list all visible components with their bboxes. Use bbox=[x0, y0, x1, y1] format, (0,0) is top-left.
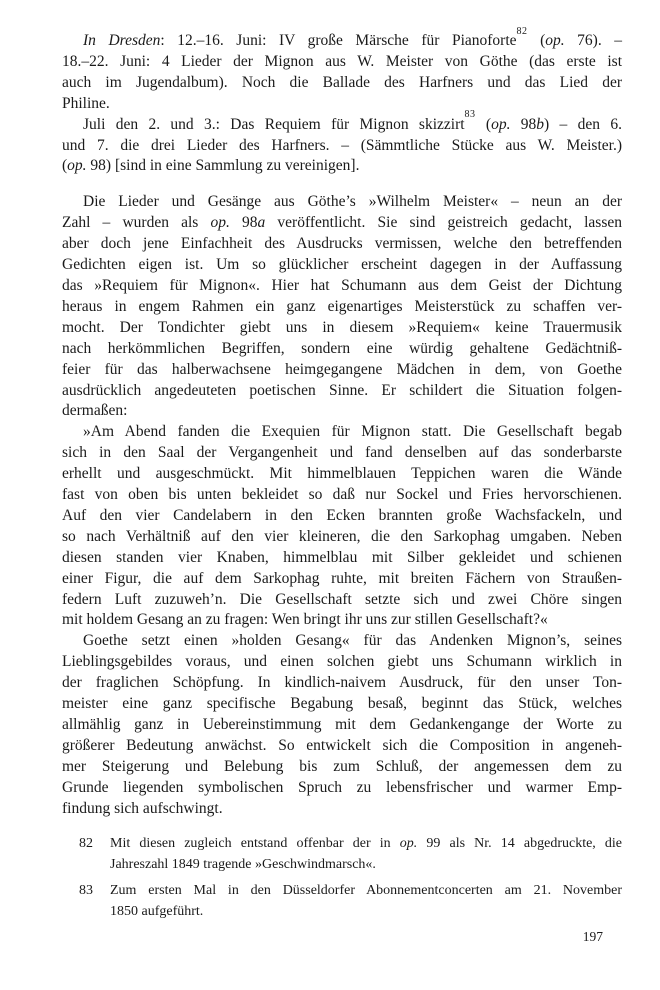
text-run: fast von oben bis unten bekleidet so daß nur Sockel und Fries hervorschienen. bbox=[62, 486, 622, 504]
text-line bbox=[62, 715, 622, 736]
text-run: 18.–22. Juni: 4 Lieder der Mignon aus W. Meister von Göthe (das erste ist bbox=[62, 52, 622, 70]
text-run: 98 bbox=[229, 214, 258, 232]
text-run: veröffentlicht. Sie sind geistreich gedacht, lassen bbox=[265, 214, 622, 232]
text-run: und 7. die drei Lieder des Harfners. – (Sämmtliche Stücke aus W. Meister.) bbox=[62, 136, 622, 154]
text-run: dermaßen: bbox=[62, 402, 128, 420]
paragraph bbox=[62, 422, 622, 631]
text-line bbox=[62, 673, 622, 694]
text-line bbox=[62, 109, 623, 136]
text-run: 98) [sind in eine Sammlung zu vereinigen]. bbox=[86, 157, 360, 175]
text-line bbox=[62, 778, 622, 799]
text-line bbox=[62, 25, 622, 52]
text-line bbox=[62, 73, 622, 94]
text-run: : 12.–16. Juni: IV große Märsche für Pianoforte bbox=[160, 32, 517, 49]
text-run: auch im Jugendalbum). Noch die Ballade des Harfners und das Lied der bbox=[62, 73, 622, 91]
text-line bbox=[62, 318, 622, 339]
text-run: Zum ersten Mal in den Düsseldorfer Abonnementconcerten am 21. November bbox=[110, 883, 622, 898]
text-run: Gedichten eigen ist. Um so glücklicher erscheint dagegen in der Auffassung bbox=[62, 256, 622, 274]
footnote bbox=[62, 880, 622, 922]
text-line bbox=[62, 94, 622, 115]
italic-text: a bbox=[257, 214, 266, 232]
text-run: der fraglichen Schöpfung. In kindlich-naivem Ausdruck, für den unser Ton- bbox=[62, 674, 622, 692]
text-line bbox=[62, 213, 622, 234]
text-line bbox=[62, 631, 622, 652]
footnotes-section bbox=[62, 833, 622, 927]
text-run: erhellt und ausgeschmückt. Mit himmelblauen Teppichen waren die Wände bbox=[62, 465, 622, 483]
text-run: Zahl – wurden als bbox=[62, 214, 211, 232]
footnote-number: 82 bbox=[79, 836, 93, 851]
footnote-text bbox=[110, 833, 622, 875]
text-line bbox=[62, 569, 622, 590]
italic-text: In Dresden bbox=[83, 32, 161, 49]
paragraph bbox=[62, 631, 622, 819]
text-line bbox=[62, 136, 622, 157]
italic-text: op. bbox=[210, 214, 230, 232]
paragraph bbox=[62, 109, 623, 178]
text-line bbox=[62, 339, 622, 360]
text-line bbox=[62, 548, 622, 569]
text-line bbox=[62, 736, 622, 757]
text-run: diesen standen vier Knaben, himmelblau mit Silber gekleidet und schienen bbox=[62, 548, 622, 566]
text-line bbox=[62, 234, 622, 255]
text-run: Lieblingsgebildes voraus, und einen solchen giebt uns Schumann wirklich in bbox=[62, 653, 622, 671]
footnote bbox=[62, 833, 622, 875]
text-line bbox=[62, 360, 622, 381]
main-text-block bbox=[62, 25, 623, 820]
text-line bbox=[62, 694, 622, 715]
footnote-line bbox=[110, 901, 622, 922]
text-run: 1850 aufgeführt. bbox=[110, 904, 204, 919]
text-run: 99 als Nr. 14 abgedruckte, die bbox=[417, 836, 623, 851]
text-run: ) – den 6. bbox=[544, 115, 623, 133]
text-line bbox=[62, 652, 622, 673]
text-line bbox=[62, 297, 622, 318]
text-line bbox=[62, 485, 622, 506]
text-run: Goethe setzt einen »holden Gesang« für das Andenken Mignon’s, seines bbox=[83, 632, 622, 650]
paragraph bbox=[62, 25, 622, 115]
footnote-line bbox=[110, 854, 622, 875]
text-run: so nach Verhältniß auf den vier kleineren, die den Sarkophag umgaben. Neben bbox=[62, 527, 622, 545]
text-run: ( bbox=[527, 32, 546, 49]
text-run: das »Requiem für Mignon«. Hier hat Schumann aus dem Geist der Dichtung bbox=[62, 276, 622, 294]
text-run: 76). – bbox=[564, 32, 622, 49]
text-run: meister eine ganz specifische Begabung besaß, beginnt das Stück, welches bbox=[62, 695, 622, 713]
italic-text: b bbox=[536, 115, 545, 133]
text-line bbox=[62, 276, 622, 297]
text-run: 98 bbox=[510, 115, 537, 133]
text-run: findung sich aufschwingt. bbox=[62, 799, 223, 817]
text-run: nach herkömmlichen Begriffen, sondern eine würdig gehaltene Gedächtniß- bbox=[62, 339, 622, 357]
text-line bbox=[62, 506, 622, 527]
text-line bbox=[62, 799, 622, 820]
text-run: Philine. bbox=[62, 94, 110, 112]
text-run: Juli den 2. und 3.: Das Requiem für Mignon skizzirt bbox=[83, 115, 465, 133]
text-line bbox=[62, 443, 622, 464]
text-line bbox=[62, 527, 622, 548]
text-run: aber doch jene Einfachheit des Ausdrucks vermissen, welche den betreffenden bbox=[62, 235, 622, 253]
footnote-text bbox=[110, 880, 622, 922]
italic-text: op. bbox=[491, 115, 511, 133]
text-line bbox=[62, 757, 622, 778]
text-run: Mit diesen zugleich entstand offenbar der in bbox=[110, 836, 400, 851]
text-run: Grunde liegenden symbolischen Spruch zu lebensfrischer und warmer Emp- bbox=[62, 778, 622, 796]
text-run: Jahreszahl 1849 tragende »Geschwindmarsch«. bbox=[110, 857, 376, 872]
text-line bbox=[62, 590, 622, 611]
text-run: größerer Bedeutung anwächst. So entwickelt sich die Composition in angeneh- bbox=[62, 736, 622, 754]
text-run: einer Figur, die auf dem Sarkophag ruhte, mit breiten Fächern von Straußen- bbox=[62, 569, 622, 587]
italic-text: op. bbox=[545, 32, 565, 49]
text-run: feier für das halberwachsene heimgegangene Mädchen in dem, von Goethe bbox=[62, 360, 622, 378]
text-run: sich in den Saal der Vergangenheit und fand denselben auf das sonderbarste bbox=[62, 444, 622, 462]
footnote-marker: 83 bbox=[464, 109, 476, 121]
footnote-number: 83 bbox=[79, 883, 93, 898]
text-run: ausdrücklich angedeuteten poetischen Sinne. Er schildert die Situation folgen- bbox=[62, 381, 622, 399]
text-run: ( bbox=[62, 157, 68, 175]
footnote-marker: 82 bbox=[516, 25, 528, 37]
text-line bbox=[62, 156, 622, 177]
text-line bbox=[62, 422, 622, 443]
italic-text: op. bbox=[67, 157, 87, 175]
footnote-line bbox=[110, 833, 622, 854]
text-line bbox=[62, 610, 622, 631]
text-run: Auf den vier Candelabern in den Ecken brannten große Wachsfackeln, und bbox=[62, 506, 622, 524]
paragraph bbox=[62, 192, 622, 422]
text-line bbox=[62, 192, 622, 213]
text-line bbox=[62, 255, 622, 276]
italic-text: op. bbox=[399, 836, 418, 851]
text-line bbox=[62, 464, 622, 485]
text-run: federn Luft zuzuweh’n. Die Gesellschaft setzte sich und zwei Chöre singen bbox=[62, 590, 622, 608]
text-line bbox=[62, 381, 622, 402]
text-line bbox=[62, 401, 622, 422]
text-run: allmählig ganz in Uebereinstimmung mit dem Gedankengange der Worte zu bbox=[62, 716, 622, 733]
text-run: mit holdem Gesang an zu fragen: Wen bringt ihr uns zur stillen Gesellschaft?« bbox=[62, 611, 548, 629]
text-run: heraus in engem Rahmen ein ganz eigenartiges Meisterstück zu schaffen ver- bbox=[62, 297, 622, 315]
text-run: Die Lieder und Gesänge aus Göthe’s »Wilhelm Meister« – neun an der bbox=[83, 193, 622, 211]
text-run: »Am Abend fanden die Exequien für Mignon statt. Die Gesellschaft begab bbox=[83, 423, 622, 441]
text-run: mer Steigerung und Belebung bis zum Schluß, der angemessen dem zu bbox=[62, 757, 622, 775]
text-run: ( bbox=[475, 115, 492, 133]
text-run: mocht. Der Tondichter giebt uns in diesem »Requiem« keine Trauermusik bbox=[62, 318, 622, 336]
text-line bbox=[62, 52, 622, 73]
page-number: 197 bbox=[582, 929, 603, 944]
footnote-line bbox=[110, 880, 622, 901]
